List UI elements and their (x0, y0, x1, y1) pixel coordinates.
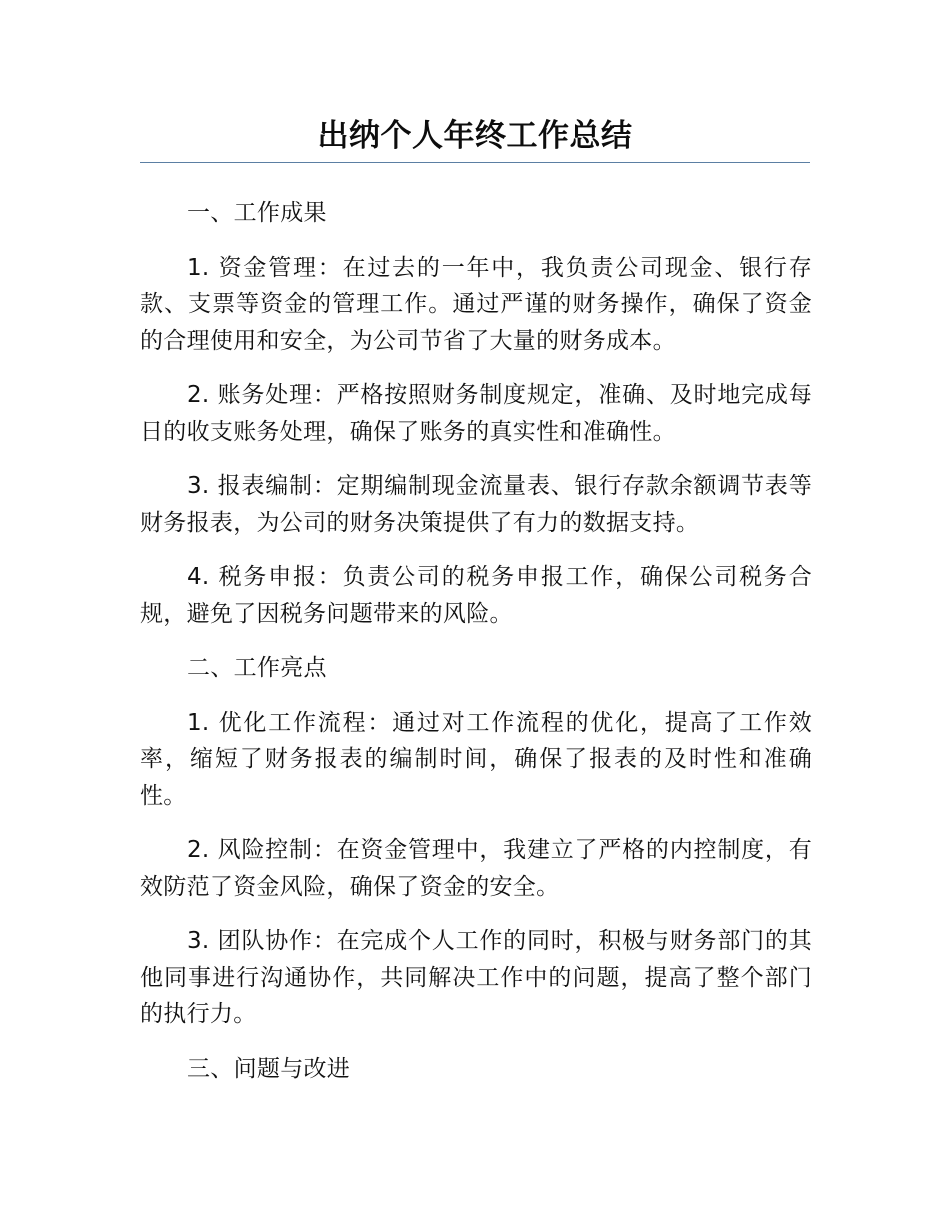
paragraph-teamwork: 3. 团队协作：在完成个人工作的同时，积极与财务部门的其他同事进行沟通协作，共同解决工作中的问题，提高了整个部门的执行力。 (140, 928, 812, 1027)
paragraph-fund-management: 1. 资金管理：在过去的一年中，我负责公司现金、银行存款、支票等资金的管理工作。通过严谨的财务操作，确保了资金的合理使用和安全，为公司节省了大量的财务成本。 (140, 254, 812, 354)
paragraph-tax-filing: 4. 税务申报：负责公司的税务申报工作，确保公司税务合规，避免了因税务问题带来的风险。 (140, 564, 812, 627)
section-heading-achievements: 一、工作成果 (187, 200, 327, 226)
document-title: 出纳个人年终工作总结 (317, 118, 633, 154)
section-heading-issues: 三、问题与改进 (187, 1055, 351, 1082)
section-heading-highlights: 二、工作亮点 (187, 655, 327, 681)
paragraph-accounting: 2. 账务处理：严格按照财务制度规定，准确、及时地完成每日的收支账务处理，确保了账务的真实性和准确性。 (140, 382, 812, 445)
paragraph-reporting: 3. 报表编制：定期编制现金流量表、银行存款余额调节表等财务报表，为公司的财务决策提供了有力的数据支持。 (140, 473, 812, 536)
paragraph-risk-control: 2. 风险控制：在资金管理中，我建立了严格的内控制度，有效防范了资金风险，确保了资金的安全。 (140, 837, 812, 900)
title-underline (140, 162, 810, 163)
document-body (140, 195, 812, 1105)
paragraph-workflow-optimization: 1. 优化工作流程：通过对工作流程的优化，提高了工作效率，缩短了财务报表的编制时间，确保了报表的及时性和准确性。 (140, 709, 812, 809)
